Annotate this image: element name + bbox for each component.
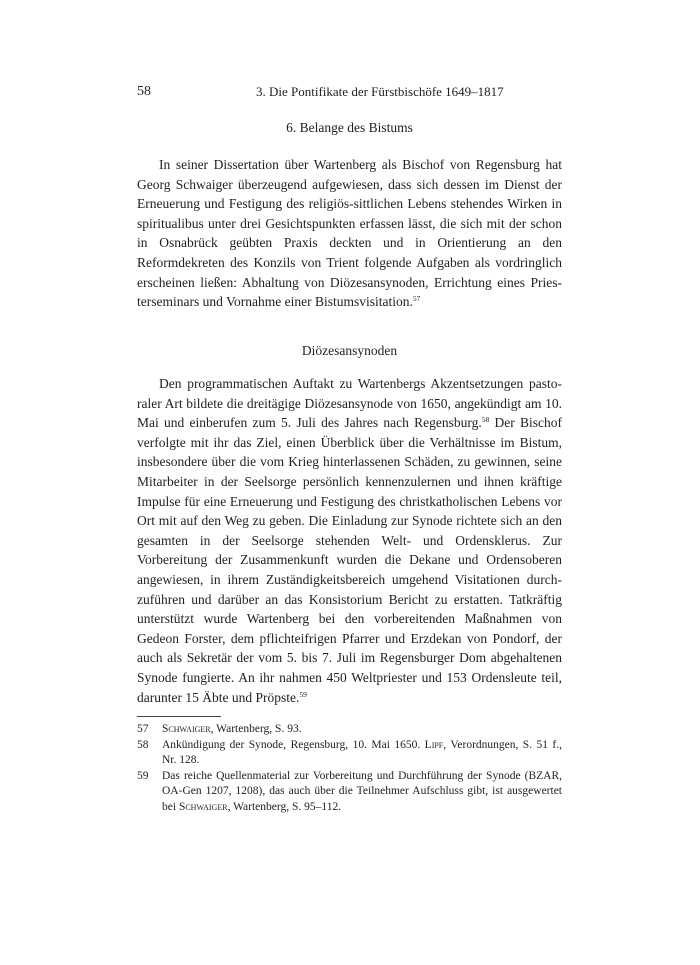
paragraph-synods-text-a: Den programmatischen Auftakt zu Wartenbergs Akzentsetzungen pastoraler Art bildete die dreitägige Diözesansynode von 1650, angekündigt am 10. Mai und einberufen zum 5. Juli des Jahres nach Regensburg. (137, 376, 562, 431)
footnote-number: 59 (137, 769, 149, 782)
footnote-58 (137, 738, 562, 769)
footnote-author: Schwaiger (162, 723, 211, 735)
paragraph-synods-text-b: Der Bischof verfolgte mit ihr das Ziel, einen Überblick über die Verhältnisse im Bistum, insbesondere über die vom Krieg hinterlassenen Schäden, zu gewinnen, seine Mitarbeiter in der Seelsorge persönlich kennenzulernen und ihnen kräftige Impulse für eine Erneuerung und Festigung des christkatholischen Lebens vor Ort mit auf den Weg zu geben. Die Einladung zur Synode richtete sich an den gesamten in der Seelsorge stehenden Welt- und Ordensklerus. Zur Vorbereitung der Zusammenkunft wurden die Dekane und Ordensoberen angewiesen, in ihrem Zuständigkeitsbereich umgehend Visitationen durchzuführen und darüber an das Konsistorium Bericht zu erstatten. Tatkräftig unterstützt wurde Wartenberg bei den vorbereitenden Maßnahmen von Gedeon Forster, dem pflichteifrigen Pfarrer und Erzdekan von Pondorf, der auch als Sekretär der vom 5. bis 7. Juli im Regensburger Dom abgehaltenen Synode fungierte. An ihr nahmen 450 Weltpriester und 153 Ordensleute teil, darunter 15 Äbte und Pröpste. (137, 415, 563, 705)
footnote-text: Das reiche Quellenmaterial zur Vorbereitung und Durchführung der Synode (BZAR, OA-Gen 1207, 1208), das auch über die Teilnehmer Aufschluss gibt, ist ausgewertet bei (162, 769, 562, 813)
section-heading: 6. Belange des Bistums (286, 120, 413, 135)
paragraph-intro (137, 155, 562, 312)
footnote-57 (137, 722, 562, 738)
footnote-author: Lipf (424, 738, 444, 751)
footnote-author: Schwaiger (178, 800, 228, 813)
paragraph-intro-text: In seiner Dissertation über Wartenberg als Bischof von Regensburg hat Georg Schwaiger überzeugend aufgewiesen, dass sich dessen im Dienst der Erneuerung und Festigung des religiös-sittlichen Lebens stehendes Wirken in spiritualibus unter drei Gesichtspunkten erfassen lässt, die sich mit der schon in Osnabrück geübten Praxis deckten und in Orientierung an den Reformdekreten des Konzils von Trient folgende Aufgaben als vordringlich erscheinen ließen: Abhaltung von Diözesansynoden, Errichtung eines Priesterseminars und Vornahme einer Bistumsvisitation. (137, 157, 562, 310)
footnote-59 (137, 769, 562, 816)
subheading: Diözesansynoden (301, 343, 398, 358)
footnote-text: , Verordnungen, S. 51 f., Nr. 128. (162, 738, 563, 767)
paragraph-synods (137, 374, 562, 707)
footnotes (137, 722, 562, 816)
footnote-ref-58: 58 (481, 415, 490, 425)
footnote-number: 57 (137, 723, 149, 735)
footnote-text: , Wartenberg, S. 95–112. (227, 800, 342, 813)
footnote-divider (137, 716, 221, 717)
footnote-number: 58 (137, 738, 149, 751)
footnote-text: Ankündigung der Synode, Regensburg, 10. Mai 1650. (162, 738, 425, 751)
footnote-ref-59: 59 (299, 689, 307, 699)
footnote-text: , Wartenberg, S. 93. (210, 723, 302, 735)
running-title: 3. Die Pontifikate der Fürstbischöfe 1649–1817 (256, 84, 504, 99)
page-number: 58 (137, 84, 151, 99)
footnote-ref-57: 57 (412, 294, 421, 304)
